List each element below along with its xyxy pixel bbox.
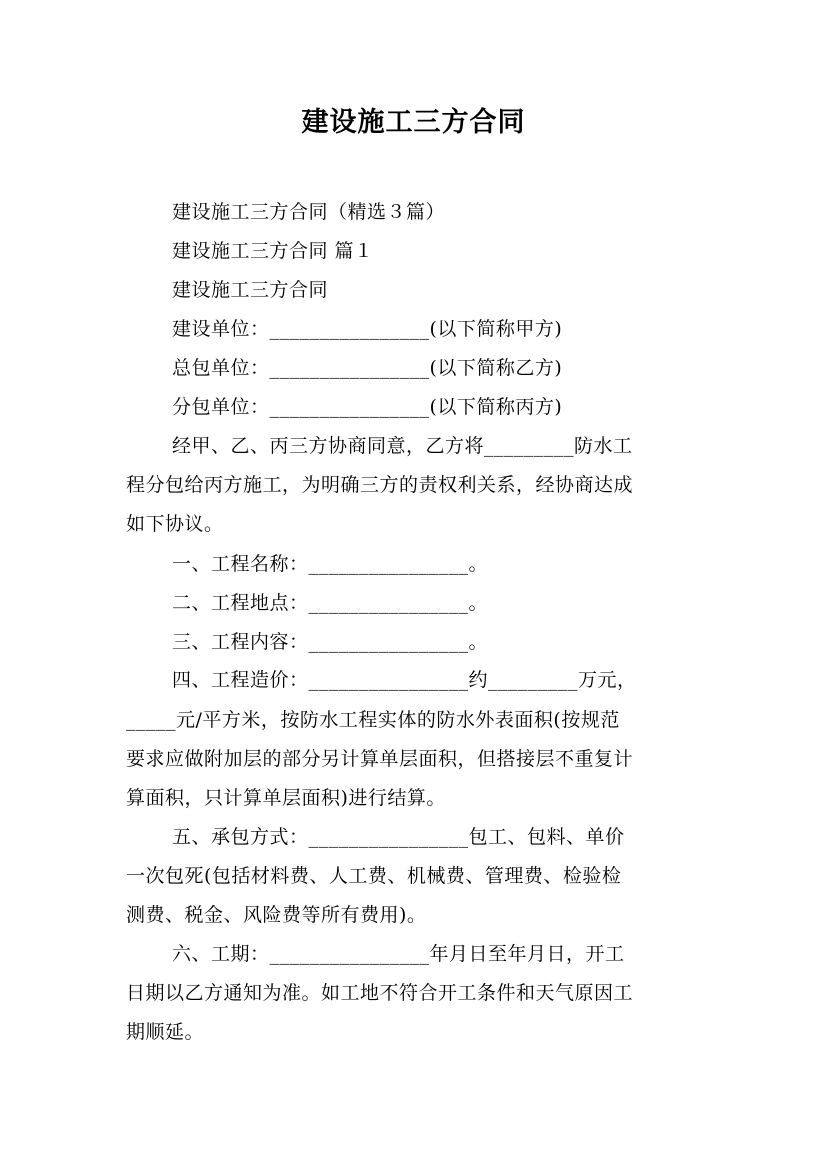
clause-contract-mode: 五、承包方式：________________包工、包料、单价 (172, 826, 625, 848)
paragraph-line: 算面积，只计算单层面积)进行结算。 (126, 787, 446, 809)
party-b-line: 总包单位：________________(以下简称乙方) (172, 357, 563, 379)
clause-project-content: 三、工程内容：________________。 (172, 631, 489, 653)
paragraph-line: 如下协议。 (126, 513, 224, 535)
paragraph-line: 期顺延。 (126, 1021, 205, 1043)
paragraph-line: 要求应做附加层的部分另计算单层面积，但搭接层不重复计 (126, 748, 634, 770)
page-title: 建设施工三方合同 (301, 107, 526, 138)
clause-project-name: 一、工程名称：________________。 (172, 553, 489, 575)
section-heading: 建设施工三方合同 篇１ (172, 240, 374, 262)
paragraph-line: 一次包死(包括材料费、人工费、机械费、管理费、检验检 (126, 865, 622, 887)
paragraph-line: 日期以乙方通知为准。如工地不符合开工条件和天气原因工 (126, 982, 634, 1004)
paragraph-line: 程分包给丙方施工，为明确三方的责权利关系，经协商达成 (126, 474, 634, 496)
clause-schedule: 六、工期：________________年月日至年月日，开工 (172, 943, 625, 965)
clause-project-cost: 四、工程造价：________________约_________万元， (172, 669, 637, 691)
paragraph-line: 测费、税金、风险费等所有费用)。 (126, 904, 427, 926)
subtitle-line: 建设施工三方合同（精选３篇） (172, 201, 446, 223)
paragraph-line: _____元/平方米，按防水工程实体的防水外表面积(按规范 (126, 709, 620, 731)
paragraph-line: 经甲、乙、丙三方协商同意，乙方将_________防水工 (172, 435, 633, 457)
clause-project-location: 二、工程地点：________________。 (172, 592, 489, 614)
party-c-line: 分包单位：________________(以下简称丙方) (172, 396, 563, 418)
contract-heading: 建设施工三方合同 (172, 279, 329, 301)
party-a-line: 建设单位：________________(以下简称甲方) (172, 318, 563, 340)
